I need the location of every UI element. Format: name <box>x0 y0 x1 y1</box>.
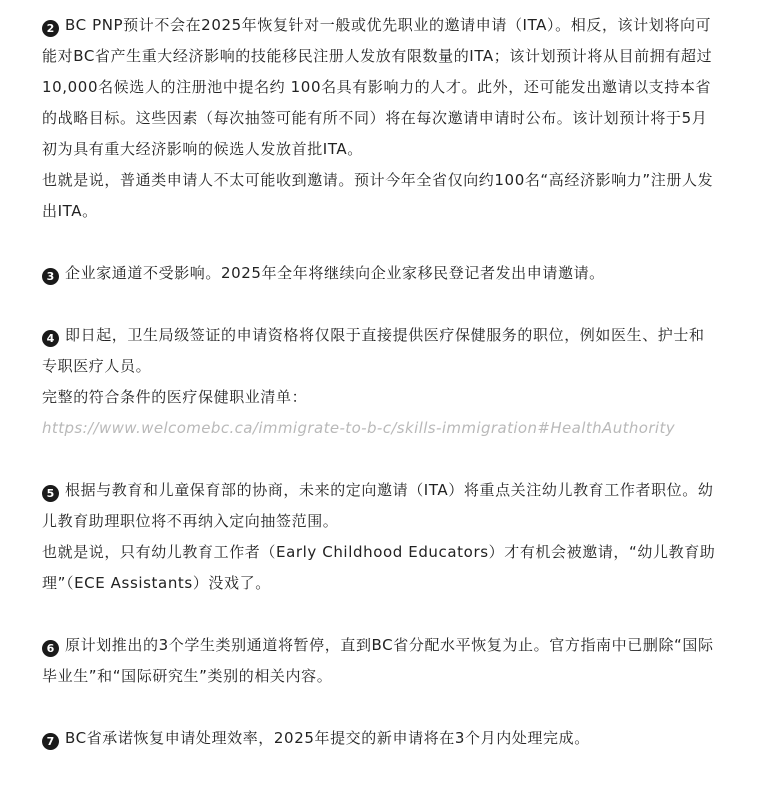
paragraph-text: BC PNP预计不会在2025年恢复针对一般或优先职业的邀请申请（ITA）。相反，该计划将向可能对BC省产生重大经济影响的技能移民注册人发放有限数量的ITA；该计划预计将从目前拥有超过10,000名候选人的注册池中提名约 100名具有影响力的人才。此外，还可能发出邀请以支持本省的战略目标。这些因素（每次抽签可能有所不同）将在每次邀请申请时公布。该计划预计将于5月初为具有重大经济影响的候选人发放首批ITA。 <box>42 16 713 158</box>
section-5 <box>42 475 719 599</box>
paragraph <box>42 258 719 289</box>
section-4 <box>42 320 719 444</box>
health-authority-link[interactable]: https://www.welcomebc.ca/immigrate-to-b-c/skills-immigration#HealthAuthority <box>42 419 676 437</box>
number-badge: 5 <box>42 485 59 502</box>
paragraph <box>42 320 719 382</box>
number-badge: 3 <box>42 268 59 285</box>
paragraph: 也就是说，普通类申请人不太可能收到邀请。预计今年全省仅向约100名“高经济影响力”注册人发出ITA。 <box>42 171 714 220</box>
paragraph <box>42 630 719 692</box>
number-badge: 4 <box>42 330 59 347</box>
paragraph-text: BC省承诺恢复申请处理效率，2025年提交的新申请将在3个月内处理完成。 <box>65 729 590 747</box>
paragraph-text: 即日起，卫生局级签证的申请资格将仅限于直接提供医疗保健服务的职位，例如医生、护士和专职医疗人员。 <box>42 326 705 375</box>
section-6 <box>42 630 719 692</box>
paragraph-text: 企业家通道不受影响。2025年全年将继续向企业家移民登记者发出申请邀请。 <box>65 264 605 282</box>
section-3 <box>42 258 719 289</box>
spacer <box>42 599 719 630</box>
spacer <box>42 289 719 320</box>
number-badge: 2 <box>42 20 59 37</box>
section-2 <box>42 10 719 227</box>
paragraph: 完整的符合条件的医疗保健职业清单： <box>42 388 308 406</box>
spacer <box>42 227 719 258</box>
paragraph <box>42 10 719 165</box>
paragraph: 也就是说，只有幼儿教育工作者（Early Childhood Educators）才有机会被邀请，“幼儿教育助理”（ECE Assistants）没戏了。 <box>42 543 716 592</box>
paragraph <box>42 723 719 754</box>
spacer <box>42 692 719 723</box>
section-7 <box>42 723 719 754</box>
spacer <box>42 444 719 475</box>
number-badge: 6 <box>42 640 59 657</box>
paragraph-text: 原计划推出的3个学生类别通道将暂停，直到BC省分配水平恢复为止。官方指南中已删除“国际毕业生”和“国际研究生”类别的相关内容。 <box>42 636 714 685</box>
number-badge: 7 <box>42 733 59 750</box>
paragraph-text: 根据与教育和儿童保育部的协商，未来的定向邀请（ITA）将重点关注幼儿教育工作者职位。幼儿教育助理职位将不再纳入定向抽签范围。 <box>42 481 714 530</box>
paragraph <box>42 475 719 537</box>
